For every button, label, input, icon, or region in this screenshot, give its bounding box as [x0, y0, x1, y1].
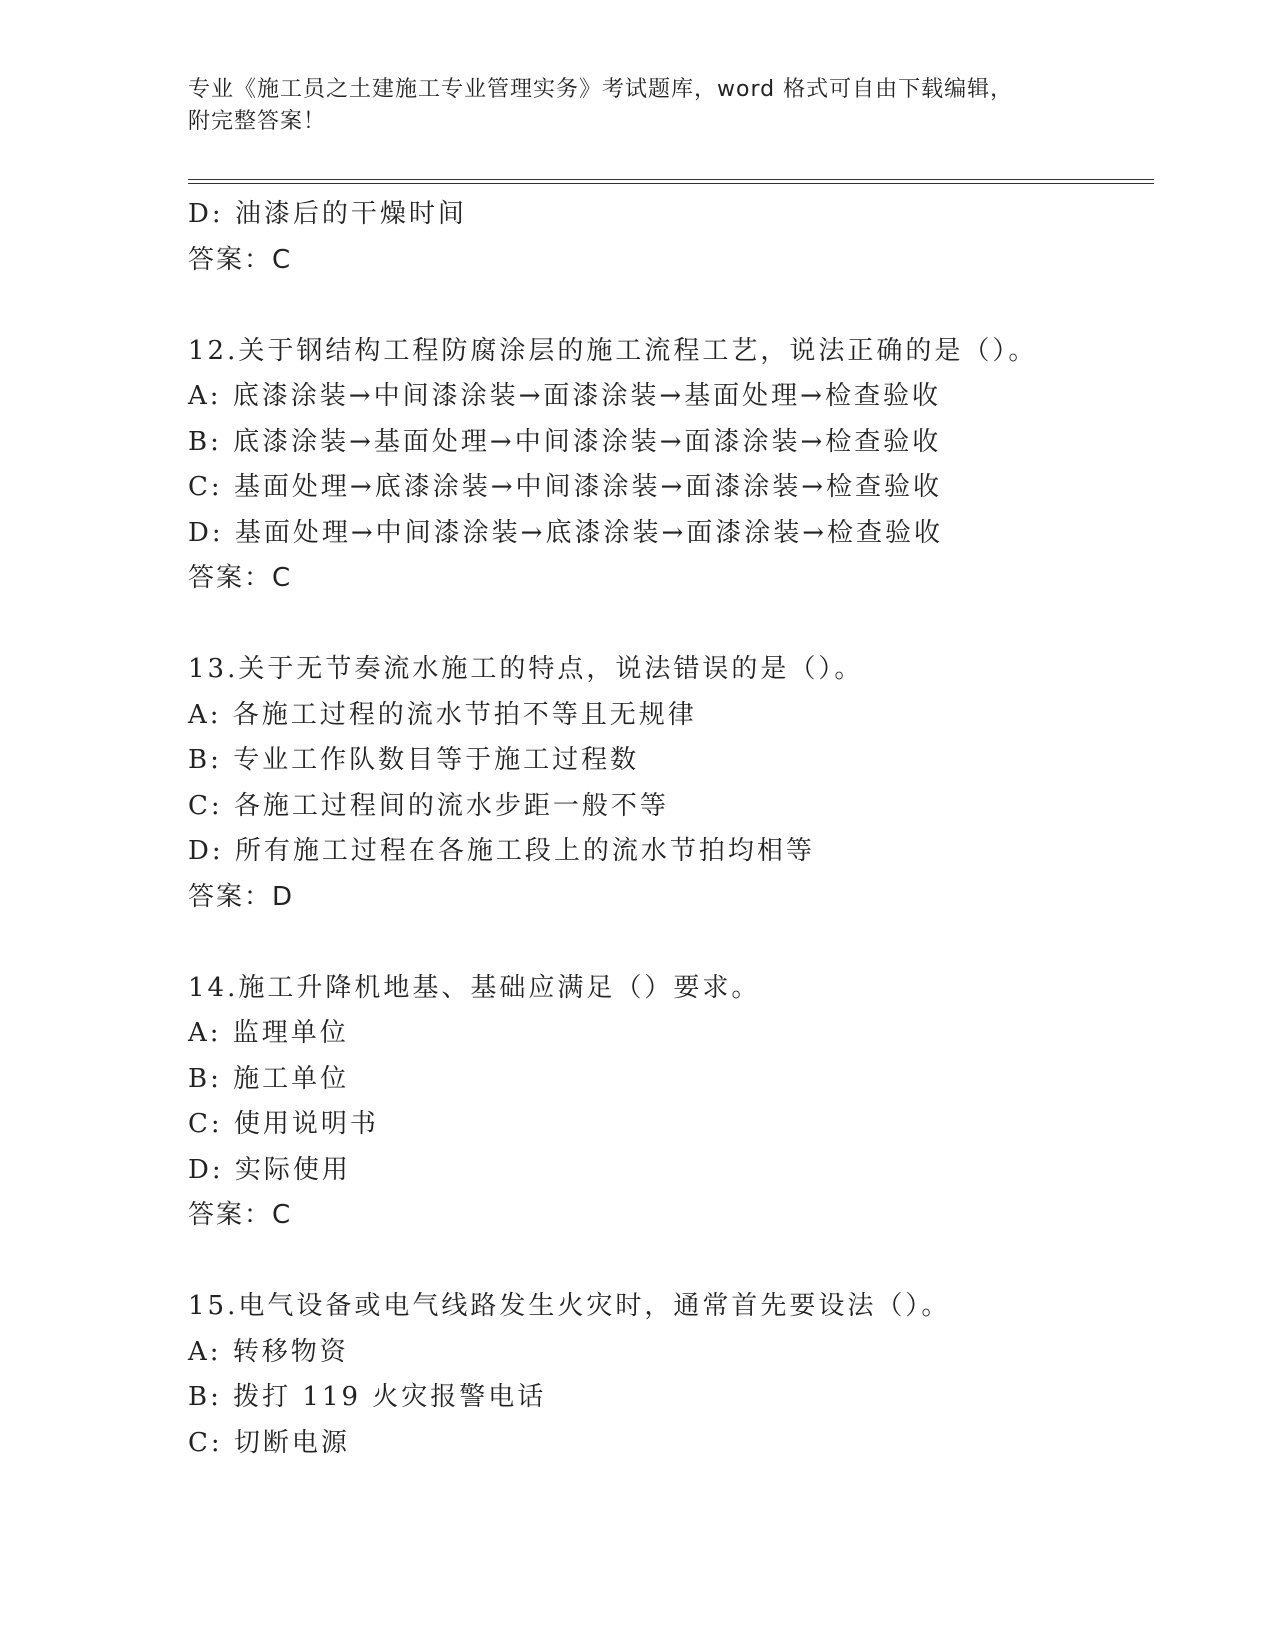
header-divider-bottom [188, 183, 1154, 184]
q14-option-b: B: 施工单位 [188, 1063, 350, 1094]
q12-answer: 答案：C [188, 563, 293, 593]
document-header [188, 74, 1088, 138]
q14-option-d: D: 实际使用 [188, 1154, 351, 1185]
spacer [188, 283, 1148, 329]
q15-option-b: B: 拨打 119 火灾报警电话 [188, 1382, 547, 1412]
q11-answer: 答案：C [188, 244, 293, 275]
q13-option-c: C: 各施工过程间的流水步距一般不等 [188, 790, 669, 821]
q12-option-a: A: 底漆涂装→中间漆涂装→面漆涂装→基面处理→检查验收 [188, 381, 941, 411]
q13-option-b: B: 专业工作队数目等于施工过程数 [188, 745, 640, 775]
q13-option-a: A: 各施工过程的流水节拍不等且无规律 [188, 699, 697, 730]
q14-option-c: C: 使用说明书 [188, 1109, 379, 1139]
q13-option-d: D: 所有施工过程在各施工段上的流水节拍均相等 [188, 836, 815, 866]
q12-stem: 12.关于钢结构工程防腐涂层的施工流程工艺，说法正确的是（）。 [188, 335, 1038, 366]
header-line-2: 附完整答案！ [188, 109, 327, 134]
q12-option-c: C: 基面处理→底漆涂装→中间漆涂装→面漆涂装→检查验收 [188, 472, 943, 502]
q11-option-d: D: 油漆后的干燥时间 [188, 199, 467, 229]
q14-option-a: A: 监理单位 [188, 1018, 349, 1048]
header-line-1: 专业《施工员之土建施工专业管理实务》考试题库，word 格式可自由下载编辑， [188, 77, 1014, 102]
q12-option-d: D: 基面处理→中间漆涂装→底漆涂装→面漆涂装→检查验收 [188, 517, 944, 548]
q13-stem: 13.关于无节奏流水施工的特点，说法错误的是（）。 [188, 654, 864, 684]
q12-option-b: B: 底漆涂装→基面处理→中间漆涂装→面漆涂装→检查验收 [188, 426, 942, 457]
spacer [188, 602, 1148, 648]
question-list [188, 192, 1148, 1466]
q13-answer: 答案：D [188, 881, 295, 912]
q14-stem: 14.施工升降机地基、基础应满足（）要求。 [188, 972, 761, 1003]
q14-answer: 答案：C [188, 1200, 293, 1230]
q15-option-c: C: 切断电源 [188, 1427, 350, 1458]
spacer [188, 1239, 1148, 1285]
header-divider-top [188, 179, 1154, 180]
spacer [188, 920, 1148, 966]
q15-option-a: A: 转移物资 [188, 1336, 349, 1367]
q15-stem: 15.电气设备或电气线路发生火灾时，通常首先要设法（）。 [188, 1291, 951, 1321]
